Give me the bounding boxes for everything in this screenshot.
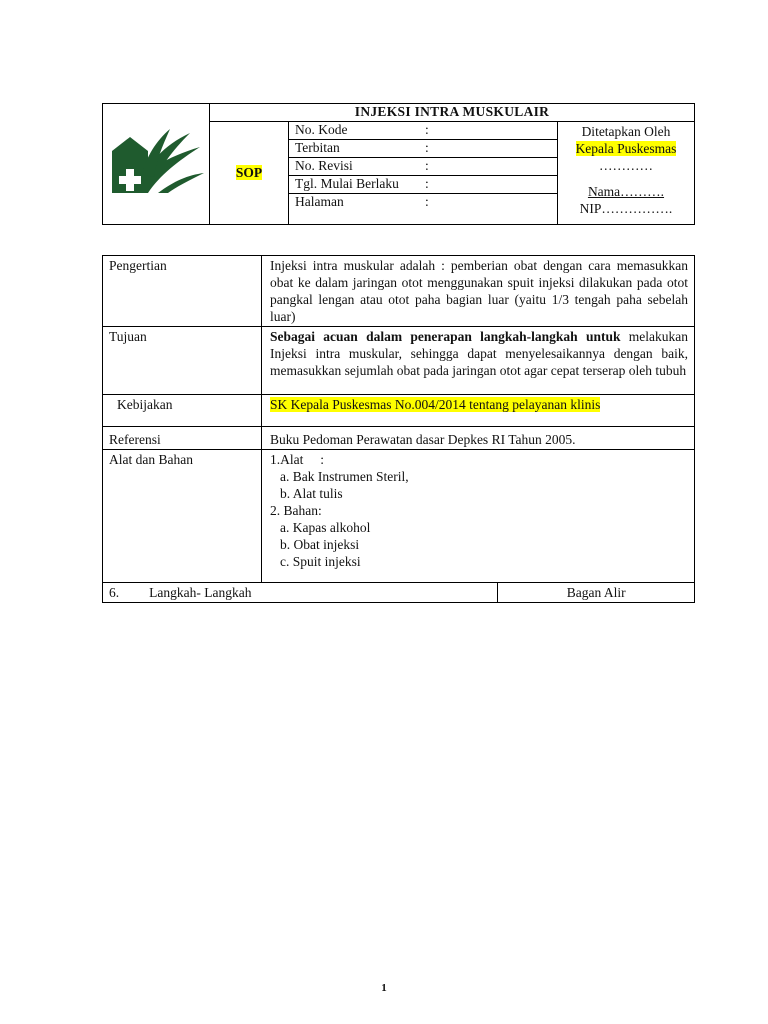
kebijakan-cell <box>262 395 695 427</box>
referensi-text: Buku Pedoman Perawatan dasar Depkes RI Tahun 2005. <box>262 427 695 450</box>
approval-line1: Ditetapkan Oleh <box>581 124 671 139</box>
alat-bahan-content <box>262 450 695 583</box>
tujuan-label: Tujuan <box>103 327 262 395</box>
tujuan-text <box>262 327 695 395</box>
page-number: 1 <box>381 982 387 994</box>
approval-nip: NIP……………. <box>579 201 673 216</box>
tujuan-text-rest: melakukan Injeksi intra muskular, sehingga dapat menyelesaikannya dengan baik, memasukkan sejumlah obat pada jaringan otot agar cepat terserap oleh tubuh <box>270 329 688 378</box>
field-terbitan: Terbitan : <box>289 140 558 158</box>
langkah-label: Langkah- Langkah <box>149 585 252 600</box>
sop-header-table <box>102 103 695 225</box>
logo-cell <box>103 104 210 225</box>
list-item: b. Obat injeksi <box>280 537 360 552</box>
pengertian-text: Injeksi intra muskular adalah : pemberian obat dengan cara memasukkan obat ke dalam jaringan otot menggunakan spuit injeksi dilakukan pada otot pangkal lengan atau otot paha bagian luar (yaitu 1/3 tengah paha sebelah luar) <box>262 256 695 327</box>
list-item: b. Alat tulis <box>280 486 343 501</box>
sop-content-table <box>102 255 695 603</box>
approval-line2: Kepala Puskesmas <box>575 141 677 156</box>
list-item: a. Kapas alkohol <box>280 520 371 535</box>
pengertian-label: Pengertian <box>103 256 262 327</box>
sop-label-cell <box>210 122 289 225</box>
alat-title: 1.Alat : <box>270 452 324 467</box>
field-tgl-mulai: Tgl. Mulai Berlaku : <box>289 176 558 194</box>
bahan-title: 2. Bahan: <box>270 503 322 518</box>
field-no-revisi: No. Revisi : <box>289 158 558 176</box>
list-item: c. Spuit injeksi <box>280 554 361 569</box>
kebijakan-text: SK Kepala Puskesmas No.004/2014 tentang pelayanan klinis <box>270 397 601 412</box>
sop-label: SOP <box>235 165 263 180</box>
kebijakan-label: Kebijakan <box>103 395 262 427</box>
field-no-kode: No. Kode : <box>289 122 558 140</box>
field-halaman: Halaman : <box>289 194 558 225</box>
alat-bahan-label: Alat dan Bahan <box>103 450 262 583</box>
document-title: INJEKSI INTRA MUSKULAIR <box>210 104 695 122</box>
langkah-header <box>103 583 498 603</box>
bagan-alir-header: Bagan Alir <box>498 583 695 603</box>
alat-list <box>270 468 688 502</box>
approval-dots: ………… <box>599 158 653 173</box>
bahan-list <box>270 519 688 570</box>
puskesmas-logo-icon <box>108 127 204 197</box>
referensi-label: Referensi <box>103 427 262 450</box>
list-item: a. Bak Instrumen Steril, <box>280 469 409 484</box>
approval-name: Nama………. <box>587 184 665 199</box>
tujuan-text-bold: Sebagai acuan dalam penerapan langkah-langkah untuk <box>270 329 621 344</box>
langkah-number: 6. <box>109 585 120 600</box>
approval-block <box>558 122 695 225</box>
